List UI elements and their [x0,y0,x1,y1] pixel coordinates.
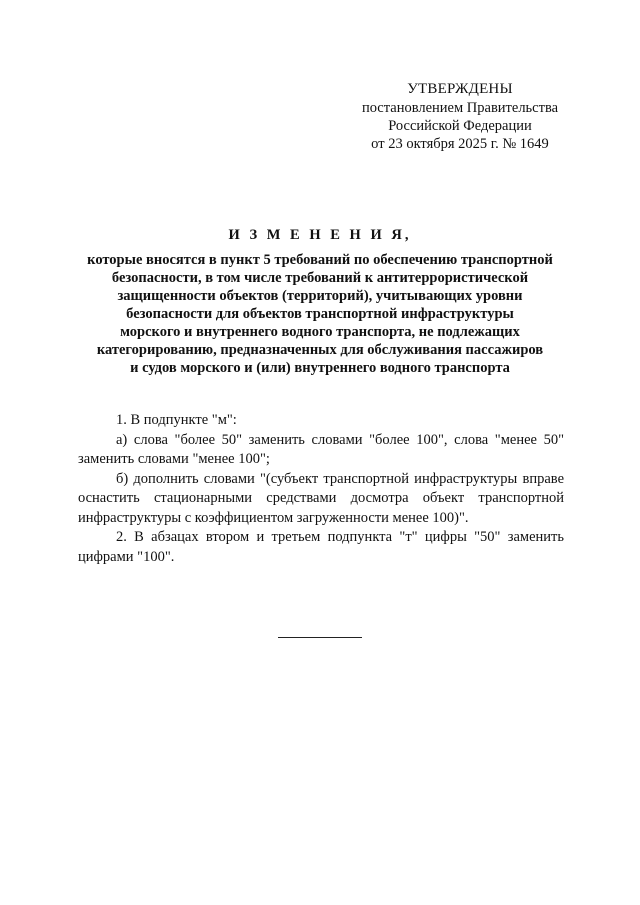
end-divider [278,637,362,638]
subtitle-line: безопасности для объектов транспортной инфраструктуры [126,306,514,322]
document-subtitle [72,251,568,377]
approval-line-1: постановлением Правительства [361,100,559,116]
paragraph-item-2: 2. В абзацах втором и третьем подпункта "т" цифры "50" заменить цифрами "100". [78,529,564,565]
subtitle-line: категорированию, предназначенных для обслуживания пассажиров [96,342,544,358]
document-body [78,411,564,567]
subtitle-line: защищенности объектов (территорий), учитывающих уровни [117,288,523,304]
paragraph-item-1a: а) слова "более 50" заменить словами "более 100", слова "менее 50" заменить словами "менее 100"; [78,431,564,467]
subtitle-line: морского и внутреннего водного транспорта, не подлежащих [120,324,520,340]
subtitle-line: и судов морского и (или) внутреннего водного транспорта [130,360,510,376]
subtitle-line: безопасности, в том числе требований к антитеррористической [111,270,529,286]
document-title: И З М Е Н Е Н И Я, [228,227,412,243]
paragraph-item-1: 1. В подпункте "м": [116,412,237,428]
approval-line-3: от 23 октября 2025 г. № 1649 [371,136,549,152]
subtitle-line: которые вносятся в пункт 5 требований по обеспечению транспортной [87,252,553,268]
approval-block [340,80,580,153]
approval-heading: УТВЕРЖДЕНЫ [407,81,513,97]
paragraph-item-1b: б) дополнить словами "(субъект транспортной инфраструктуры вправе оснастить стационарными средствами досмотра объект транспортной инфраструктуры с коэффициентом загруженности менее 100)". [78,470,564,526]
approval-line-2: Российской Федерации [388,118,532,134]
